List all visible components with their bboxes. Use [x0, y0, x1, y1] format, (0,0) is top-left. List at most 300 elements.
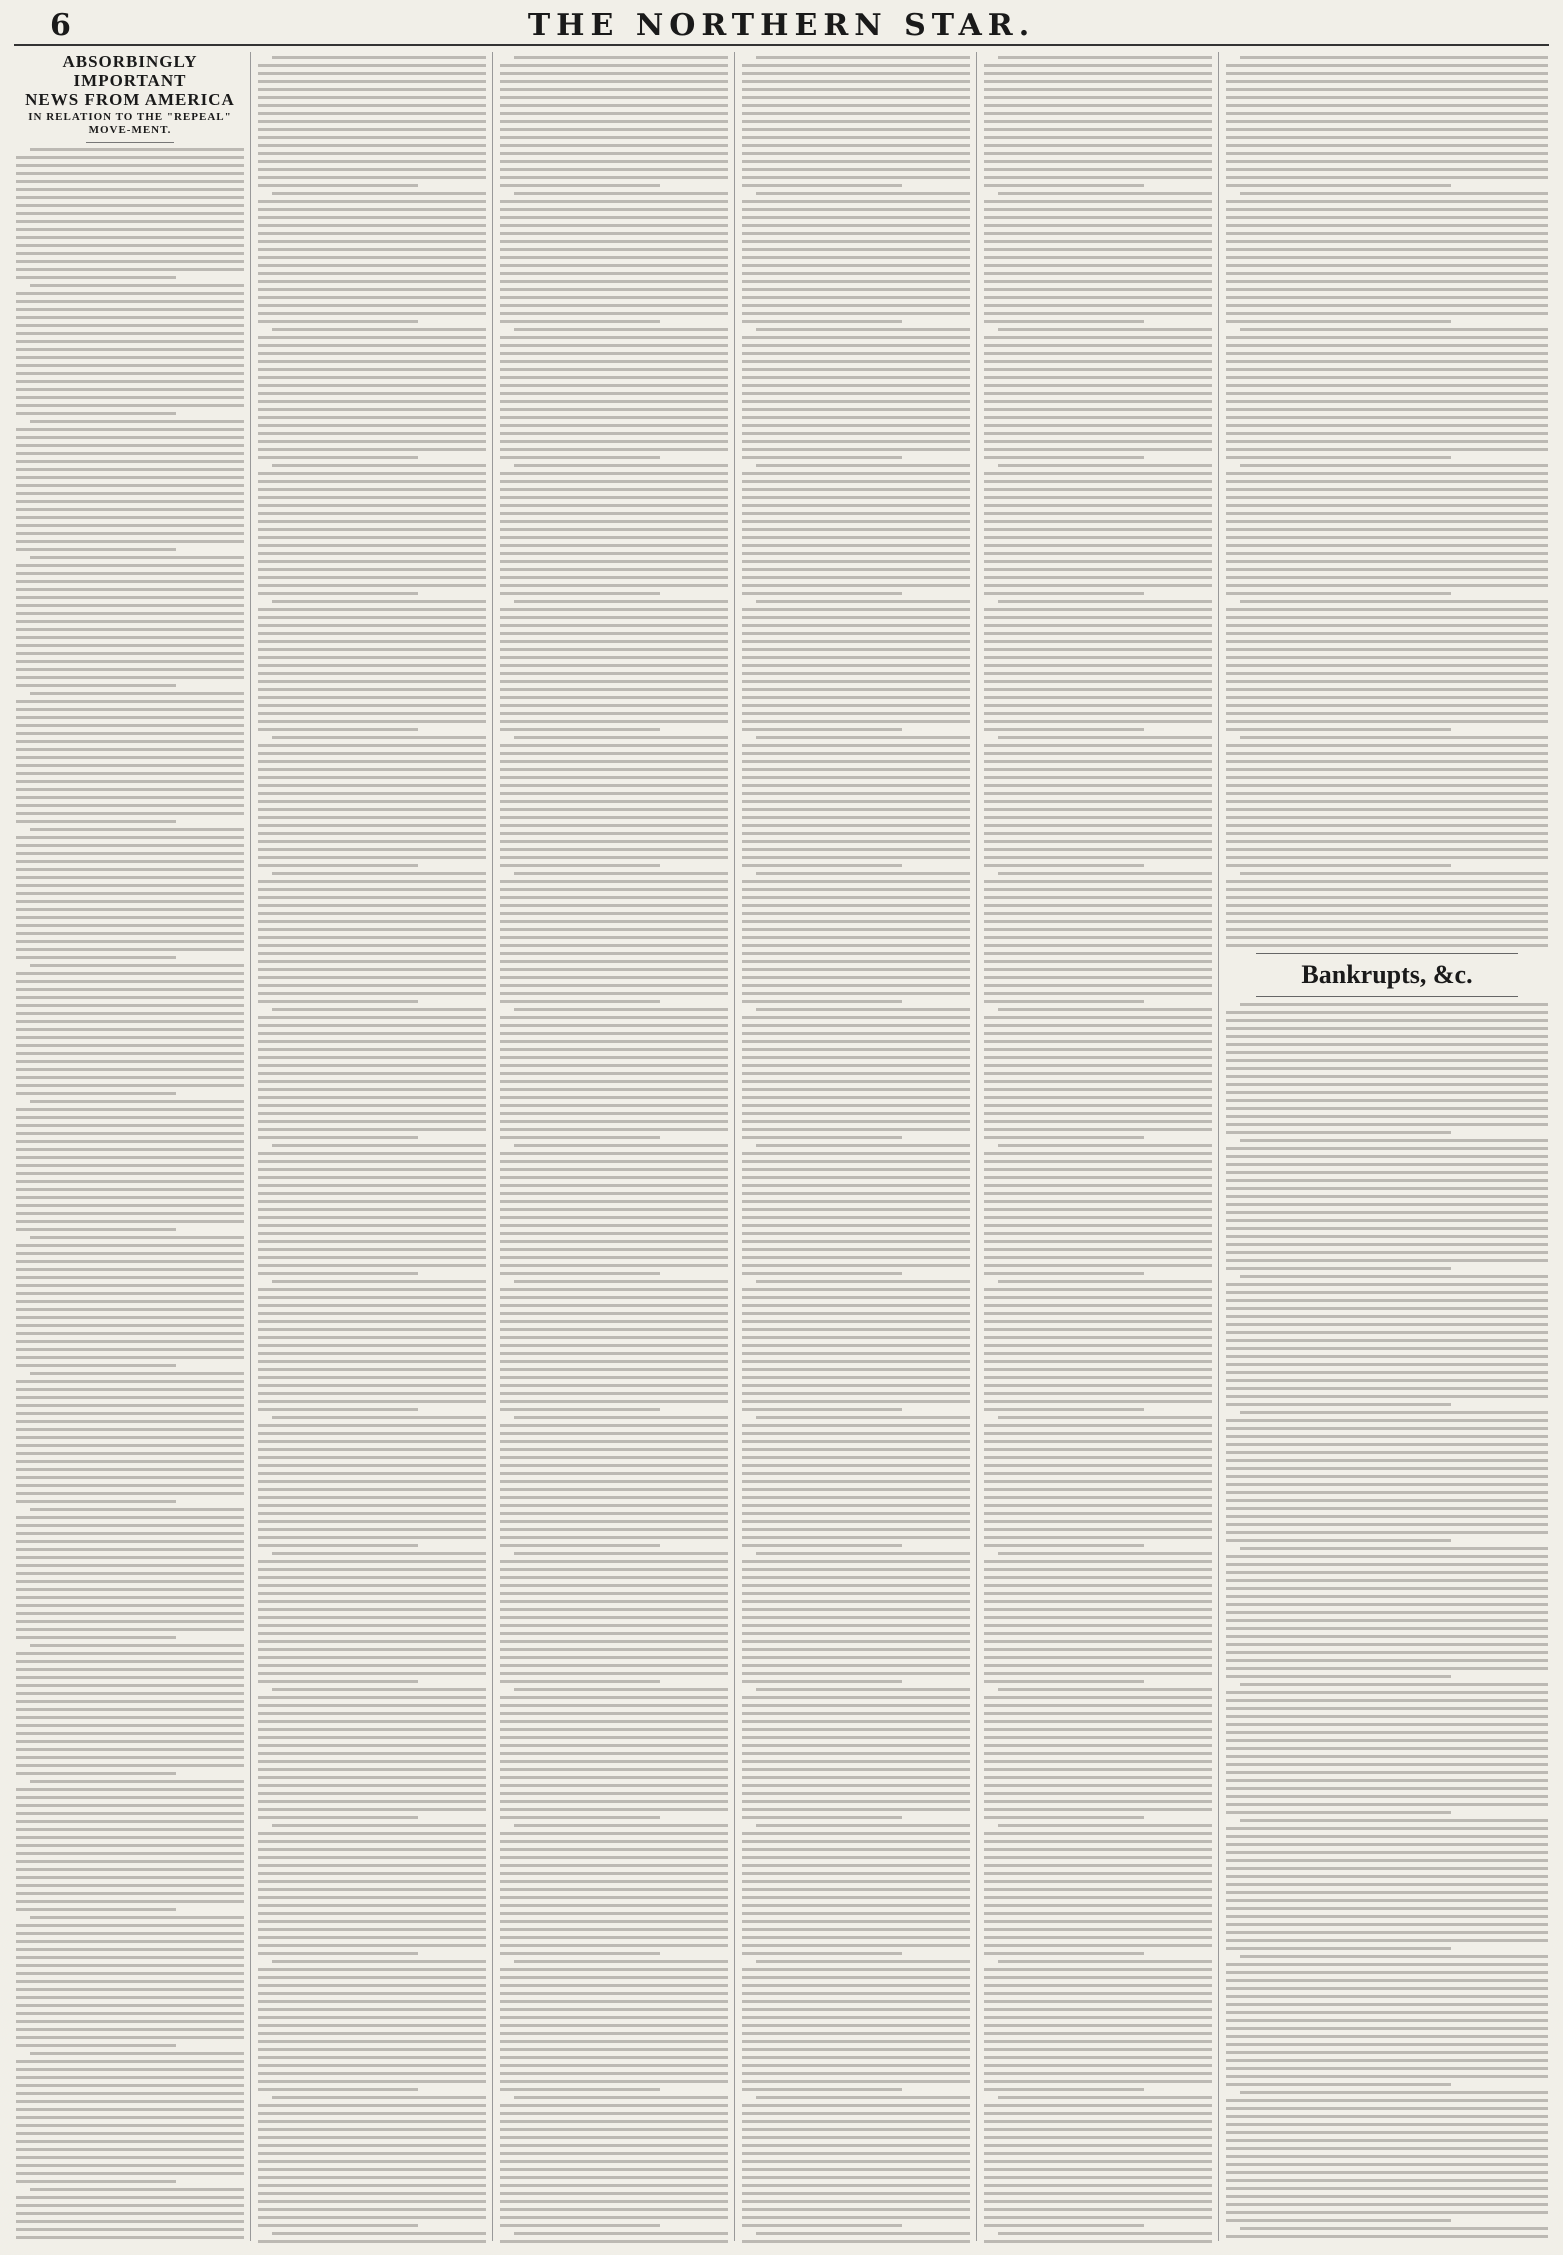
text-line	[984, 1928, 1212, 1931]
column-separator	[976, 52, 977, 2241]
text-line	[16, 884, 244, 887]
text-line	[258, 2000, 486, 2003]
text-line	[500, 184, 660, 187]
text-line	[742, 152, 970, 155]
text-line	[258, 1568, 486, 1571]
text-line	[984, 560, 1212, 563]
text-line	[16, 1460, 244, 1463]
text-line	[1226, 2075, 1548, 2078]
text-line	[258, 88, 486, 91]
text-line	[742, 904, 970, 907]
text-line	[16, 1316, 244, 1319]
text-line	[1226, 448, 1548, 451]
text-line	[984, 2120, 1212, 2123]
text-line	[984, 2024, 1212, 2027]
text-line	[984, 680, 1212, 683]
text-line	[500, 424, 728, 427]
text-line	[258, 1632, 486, 1635]
text-line	[500, 1512, 728, 1515]
text-line	[258, 144, 486, 147]
text-line	[514, 600, 728, 603]
text-line	[742, 984, 970, 987]
text-line	[984, 376, 1212, 379]
text-line	[258, 424, 486, 427]
text-line	[1226, 1019, 1548, 1022]
text-line	[16, 380, 244, 383]
text-line	[998, 1960, 1212, 1963]
text-line	[258, 360, 486, 363]
text-line	[16, 1660, 244, 1663]
text-line	[742, 1384, 970, 1387]
text-line	[258, 1816, 418, 1819]
text-line	[500, 176, 728, 179]
text-line	[984, 208, 1212, 211]
text-line	[984, 576, 1212, 579]
text-line	[500, 1880, 728, 1883]
text-line	[258, 2160, 486, 2163]
text-line	[984, 1792, 1212, 1795]
text-line	[16, 1476, 244, 1479]
text-line	[258, 1584, 486, 1587]
text-line	[258, 1392, 486, 1395]
text-line	[998, 328, 1212, 331]
text-line	[258, 856, 486, 859]
text-line	[500, 1368, 728, 1371]
text-line	[742, 336, 970, 339]
text-line	[16, 940, 244, 943]
text-line	[984, 760, 1212, 763]
text-line	[742, 2120, 970, 2123]
text-line	[258, 1936, 486, 1939]
text-line	[16, 844, 244, 847]
text-line	[500, 1976, 728, 1979]
text-line	[500, 408, 728, 411]
text-line	[272, 328, 486, 331]
text-line	[1226, 1499, 1548, 1502]
text-line	[514, 464, 728, 467]
text-line	[742, 1408, 902, 1411]
text-line	[984, 2200, 1212, 2203]
text-line	[258, 744, 486, 747]
text-line	[742, 1152, 970, 1155]
text-line	[1226, 2123, 1548, 2126]
column-2	[258, 52, 486, 2243]
text-line	[1226, 768, 1548, 771]
text-line	[742, 848, 970, 851]
text-line	[984, 1360, 1212, 1363]
text-line	[500, 920, 728, 923]
text-line	[984, 720, 1212, 723]
text-line	[1226, 1355, 1548, 1358]
text-line	[984, 1768, 1212, 1771]
text-line	[1226, 1571, 1548, 1574]
text-line	[500, 2048, 728, 2051]
text-line	[984, 352, 1212, 355]
text-line	[16, 1268, 244, 1271]
text-line	[1226, 1979, 1548, 1982]
text-line	[742, 1456, 970, 1459]
text-line	[984, 296, 1212, 299]
text-line	[742, 1608, 970, 1611]
text-line	[1226, 1403, 1451, 1406]
text-line	[16, 972, 244, 975]
text-line	[500, 1320, 728, 1323]
text-line	[16, 1492, 244, 1495]
divider	[1256, 953, 1518, 954]
text-line	[16, 1124, 244, 1127]
text-line	[500, 304, 728, 307]
text-line	[258, 1176, 486, 1179]
text-line	[984, 168, 1212, 171]
text-line	[30, 2188, 244, 2191]
text-line	[742, 840, 970, 843]
text-line	[984, 856, 1212, 859]
text-line	[258, 1952, 418, 1955]
text-line	[1226, 1235, 1548, 1238]
text-line	[258, 288, 486, 291]
text-line	[500, 1128, 728, 1131]
text-line	[984, 568, 1212, 571]
text-line	[16, 1956, 244, 1959]
text-line	[984, 512, 1212, 515]
text-line	[1226, 104, 1548, 107]
text-line	[984, 1136, 1144, 1139]
text-line	[500, 1392, 728, 1395]
text-line	[16, 724, 244, 727]
text-line	[984, 1648, 1212, 1651]
text-line	[984, 1848, 1212, 1851]
text-line	[1226, 160, 1548, 163]
text-line	[1226, 1747, 1548, 1750]
text-line	[16, 1748, 244, 1751]
text-line	[500, 1296, 728, 1299]
text-line	[258, 1768, 486, 1771]
text-line	[1226, 544, 1548, 547]
text-line	[16, 796, 244, 799]
text-line	[984, 1864, 1212, 1867]
text-line	[16, 1540, 244, 1543]
text-line	[1226, 496, 1548, 499]
text-line	[1226, 704, 1548, 707]
text-line	[742, 544, 970, 547]
text-line	[258, 2048, 486, 2051]
text-line	[984, 1912, 1212, 1915]
text-line	[984, 1920, 1212, 1923]
text-line	[272, 2232, 486, 2235]
text-line	[984, 200, 1212, 203]
text-line	[500, 1624, 728, 1627]
text-line	[514, 1688, 728, 1691]
text-line	[16, 588, 244, 591]
text-line	[500, 1920, 728, 1923]
text-line	[16, 2028, 244, 2031]
text-line	[742, 1912, 970, 1915]
text-line	[1226, 2147, 1548, 2150]
text-line	[500, 848, 728, 851]
text-line	[984, 1384, 1212, 1387]
text-line	[258, 1088, 486, 1091]
text-line	[1226, 1371, 1548, 1374]
text-line	[742, 2048, 970, 2051]
text-line	[30, 2052, 244, 2055]
text-line	[984, 424, 1212, 427]
text-line	[500, 136, 728, 139]
text-line	[258, 944, 486, 947]
text-line	[16, 1052, 244, 1055]
text-line	[1240, 328, 1548, 331]
text-line	[500, 272, 728, 275]
text-line	[742, 792, 970, 795]
text-line	[742, 1848, 970, 1851]
text-line	[500, 1576, 728, 1579]
text-line	[984, 1024, 1212, 1027]
text-line	[742, 472, 970, 475]
text-line	[258, 1928, 486, 1931]
text-line	[500, 1608, 728, 1611]
text-line	[258, 768, 486, 771]
text-line	[258, 984, 486, 987]
text-line	[258, 784, 486, 787]
text-line	[742, 96, 970, 99]
text-line	[742, 1736, 970, 1739]
text-line	[1240, 2227, 1548, 2230]
text-line	[742, 1160, 970, 1163]
text-line	[742, 304, 970, 307]
text-line	[1226, 1707, 1548, 1710]
text-line	[1226, 1395, 1548, 1398]
text-line	[500, 496, 728, 499]
text-line	[500, 432, 728, 435]
text-line	[500, 1216, 728, 1219]
text-line	[16, 1764, 244, 1767]
text-line	[16, 1548, 244, 1551]
text-line	[500, 2192, 728, 2195]
text-line	[1226, 1763, 1548, 1766]
article-headline-line2: NEWS FROM AMERICA	[25, 90, 235, 109]
text-line	[258, 272, 486, 275]
text-line	[16, 1892, 244, 1895]
text-line	[500, 1160, 728, 1163]
text-line	[984, 256, 1212, 259]
text-line	[742, 256, 970, 259]
text-line	[500, 1768, 728, 1771]
text-line	[500, 208, 728, 211]
text-line	[258, 960, 486, 963]
text-line	[258, 240, 486, 243]
text-line	[742, 1000, 902, 1003]
text-line	[1226, 696, 1548, 699]
column-1	[16, 52, 244, 2243]
text-line	[16, 404, 244, 407]
text-line	[500, 472, 728, 475]
text-line	[16, 1420, 244, 1423]
text-line	[16, 2004, 244, 2007]
text-line	[16, 2084, 244, 2087]
text-line	[984, 784, 1212, 787]
text-line	[500, 64, 728, 67]
text-line	[742, 1568, 970, 1571]
text-line	[16, 2212, 244, 2215]
text-line	[1226, 400, 1548, 403]
text-line	[1226, 728, 1451, 731]
text-line	[984, 2160, 1212, 2163]
text-line	[1226, 168, 1548, 171]
text-line	[258, 1808, 486, 1811]
text-line	[984, 1632, 1212, 1635]
text-line	[258, 1000, 418, 1003]
text-line	[16, 748, 244, 751]
text-line	[998, 2232, 1212, 2235]
text-line	[16, 732, 244, 735]
text-line	[1226, 1467, 1548, 1470]
text-line	[1226, 2051, 1548, 2054]
text-line	[742, 1512, 970, 1515]
text-line	[984, 1408, 1144, 1411]
text-line	[984, 1608, 1212, 1611]
text-line	[16, 1020, 244, 1023]
text-line	[514, 736, 728, 739]
text-line	[16, 1068, 244, 1071]
text-line	[258, 1784, 486, 1787]
text-line	[16, 524, 244, 527]
column-3	[500, 52, 728, 2243]
text-line	[984, 848, 1212, 851]
text-line	[16, 1564, 244, 1567]
text-line	[30, 556, 244, 559]
text-line	[258, 208, 486, 211]
text-line	[258, 1048, 486, 1051]
text-line	[742, 1576, 970, 1579]
text-line	[1226, 96, 1548, 99]
text-line	[16, 2012, 244, 2015]
text-line	[16, 580, 244, 583]
text-line	[258, 656, 486, 659]
text-line	[16, 1468, 244, 1471]
text-line	[742, 2000, 970, 2003]
text-line	[984, 2240, 1212, 2243]
text-line	[742, 944, 970, 947]
text-line	[742, 1592, 970, 1595]
text-line	[500, 2160, 728, 2163]
text-line	[742, 1040, 970, 1043]
text-line	[742, 1176, 970, 1179]
text-line	[16, 1412, 244, 1415]
text-line	[1226, 1875, 1548, 1878]
text-line	[984, 120, 1212, 123]
text-line	[1226, 280, 1548, 283]
text-line	[500, 864, 660, 867]
text-line	[984, 704, 1212, 707]
text-line	[16, 652, 244, 655]
text-line	[258, 72, 486, 75]
text-line	[16, 236, 244, 239]
text-line	[30, 1916, 244, 1919]
text-line	[500, 1328, 728, 1331]
text-line	[272, 1688, 486, 1691]
text-line	[258, 136, 486, 139]
text-line	[1240, 1411, 1548, 1414]
text-line	[500, 1096, 728, 1099]
text-line	[1226, 624, 1548, 627]
text-line	[1226, 208, 1548, 211]
text-line	[984, 1120, 1212, 1123]
text-line	[258, 1096, 486, 1099]
text-line	[16, 484, 244, 487]
text-line	[742, 1336, 970, 1339]
text-line	[16, 1348, 244, 1351]
text-line	[984, 584, 1212, 587]
text-line	[500, 344, 728, 347]
text-line	[742, 312, 970, 315]
text-line	[742, 432, 970, 435]
text-line	[756, 1552, 970, 1555]
text-line	[16, 700, 244, 703]
text-line	[1226, 1075, 1548, 1078]
text-line	[756, 736, 970, 739]
text-line	[258, 480, 486, 483]
text-line	[16, 780, 244, 783]
text-line	[1226, 864, 1451, 867]
text-line	[1226, 2211, 1548, 2214]
text-line	[984, 1496, 1212, 1499]
text-line	[500, 1864, 728, 1867]
text-line	[742, 976, 970, 979]
text-line	[16, 2204, 244, 2207]
text-line	[1226, 2083, 1451, 2086]
text-line	[742, 2144, 970, 2147]
text-line	[742, 104, 970, 107]
text-line	[16, 540, 244, 543]
text-line	[984, 240, 1212, 243]
text-line	[500, 1640, 728, 1643]
text-line	[742, 568, 970, 571]
text-line	[984, 1672, 1212, 1675]
text-line	[258, 2016, 486, 2019]
text-line	[984, 264, 1212, 267]
text-line	[500, 72, 728, 75]
text-line	[500, 1528, 728, 1531]
text-line	[258, 1344, 486, 1347]
text-line	[258, 2176, 486, 2179]
text-line	[742, 960, 970, 963]
text-line	[998, 1416, 1212, 1419]
text-line	[258, 504, 486, 507]
text-line	[500, 1240, 728, 1243]
article-body	[16, 148, 244, 2243]
text-line	[514, 328, 728, 331]
text-line	[30, 1236, 244, 1239]
text-line	[742, 760, 970, 763]
text-line	[16, 444, 244, 447]
text-line	[984, 840, 1212, 843]
text-line	[16, 460, 244, 463]
text-line	[1226, 1347, 1548, 1350]
text-line	[1226, 1043, 1548, 1046]
text-line	[984, 776, 1212, 779]
text-line	[500, 96, 728, 99]
text-line	[756, 1416, 970, 1419]
text-line	[500, 1032, 728, 1035]
text-line	[742, 1192, 970, 1195]
text-line	[984, 480, 1212, 483]
text-line	[1226, 1067, 1548, 1070]
text-line	[500, 1720, 728, 1723]
text-line	[500, 2072, 728, 2075]
text-line	[16, 516, 244, 519]
text-line	[1226, 616, 1548, 619]
text-line	[984, 2072, 1212, 2075]
text-line	[1226, 2027, 1548, 2030]
